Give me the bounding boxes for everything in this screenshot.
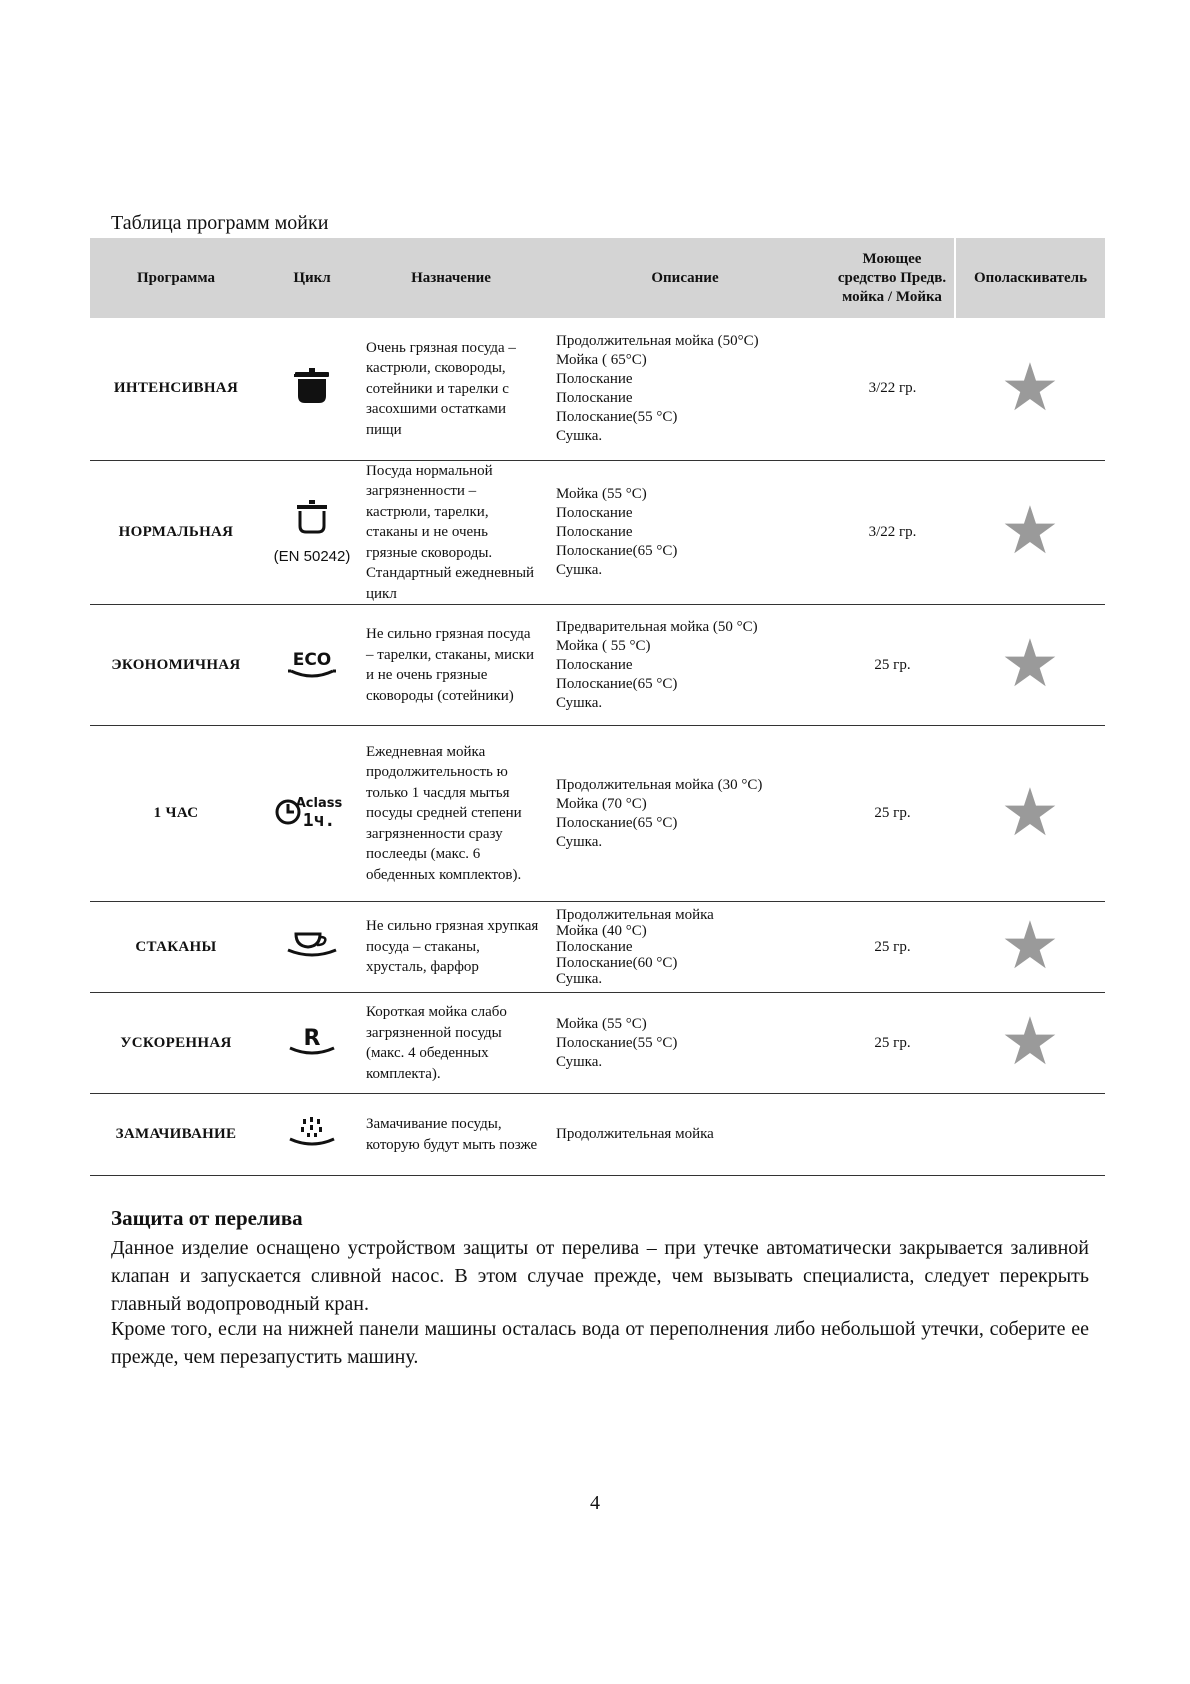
- desc-line: Мойка (70 °C): [556, 795, 647, 812]
- pot-filled-icon: [292, 366, 332, 411]
- page-number: 4: [590, 1492, 600, 1514]
- desc-line: Сушка.: [556, 1053, 603, 1070]
- detergent-amount: [830, 1094, 955, 1176]
- desc-line: Полоскание(55 °C): [556, 1034, 678, 1051]
- desc-line: Продолжительная мойка: [556, 1126, 714, 1142]
- program-name: УСКОРЕННАЯ: [90, 993, 262, 1094]
- program-name: ИНТЕНСИВНАЯ: [90, 318, 262, 460]
- desc-line: Полоскание(65 °C): [556, 675, 678, 692]
- detergent-amount: 25 гр.: [830, 605, 955, 726]
- desc-line: Мойка ( 65°C): [556, 351, 647, 368]
- desc-line: Полоскание(55 °C): [556, 408, 678, 425]
- desc-line: Полоскание: [556, 389, 633, 406]
- star-icon: ★: [1000, 910, 1060, 983]
- desc-line: Мойка ( 55 °C): [556, 637, 651, 654]
- desc-line: Мойка (55 °C): [556, 1015, 647, 1032]
- desc-line: Полоскание: [556, 504, 633, 521]
- program-purpose: Ежедневная мойка продолжительность ю только 1 часдля мытья посуды средней степени загрязненности сразу послееды (макс. 6 обеденных комплектов).: [362, 726, 540, 902]
- desc-line: Сушка.: [556, 694, 603, 711]
- program-name: ЭКОНОМИЧНАЯ: [90, 605, 262, 726]
- desc-line: Сушка.: [556, 971, 603, 987]
- program-name: ЗАМАЧИВАНИЕ: [90, 1094, 262, 1176]
- one-hour-label: 1ч.: [302, 810, 336, 831]
- desc-line: Полоскание: [556, 656, 633, 673]
- program-purpose: Замачивание посуды, которую будут мыть позже: [362, 1094, 540, 1176]
- star-icon: ★: [1000, 495, 1060, 569]
- desc-line: Полоскание(65 °C): [556, 542, 678, 559]
- table-row: [90, 318, 1105, 460]
- header-purpose: Назначение: [362, 238, 540, 318]
- desc-line: Продолжительная мойка (30 °C): [556, 776, 763, 793]
- detergent-amount: 3/22 гр.: [830, 460, 955, 605]
- desc-line: Сушка.: [556, 427, 603, 444]
- desc-line: Продолжительная мойка (50°C): [556, 332, 759, 349]
- detergent-amount: 25 гр.: [830, 993, 955, 1094]
- desc-line: Полоскание: [556, 939, 633, 955]
- rapid-letter: R: [303, 1025, 321, 1051]
- detergent-amount: 25 гр.: [830, 902, 955, 993]
- program-name: НОРМАЛЬНАЯ: [90, 460, 262, 605]
- aclass-label: Aclass: [295, 796, 343, 811]
- table-row: [90, 460, 1105, 605]
- table-row: [90, 993, 1105, 1094]
- rapid-r-icon: [287, 1024, 337, 1063]
- cycle-note: (EN 50242): [273, 548, 351, 566]
- rinse-aid-cell: [955, 1094, 1105, 1176]
- header-rinse-aid: Ополаскиватель: [955, 238, 1105, 318]
- table-header-row: [90, 238, 1105, 318]
- desc-line: Сушка.: [556, 833, 603, 850]
- desc-line: Полоскание(65 °C): [556, 814, 678, 831]
- desc-line: Сушка.: [556, 561, 603, 578]
- section-title: Защита от перелива: [111, 1206, 303, 1230]
- paragraph: Данное изделие оснащено устройством защиты от перелива – при утечке автоматически закрывается заливной клапан и запускается сливной насос. В этом случае прежде, чем вызывать специалиста, следует перекрыть главный водопроводный кран.: [111, 1237, 1089, 1315]
- program-purpose: Короткая мойка слабо загрязненной посуды (макс. 4 обеденных комплекта).: [362, 993, 540, 1094]
- program-purpose: Посуда нормальной загрязненности – кастрюли, тарелки, стаканы и не очень грязные сковороды. Стандартный ежедневный цикл: [362, 460, 540, 605]
- svg-text:ECO: ECO: [292, 649, 332, 670]
- program-name: СТАКАНЫ: [90, 902, 262, 993]
- program-table: [90, 238, 1105, 1176]
- desc-line: Предварительная мойка (50 °C): [556, 618, 758, 635]
- program-purpose: Не сильно грязная посуда – тарелки, стаканы, миски и не очень грязные сковороды (сотейники): [362, 605, 540, 726]
- paragraph: Кроме того, если на нижней панели машины осталась вода от переполнения либо небольшой утечки, соберите ее прежде, чем перезапустить машину.: [111, 1318, 1089, 1368]
- star-icon: ★: [1000, 351, 1060, 425]
- table-row: [90, 1094, 1105, 1176]
- star-icon: ★: [1000, 1006, 1060, 1079]
- eco-icon: [287, 645, 337, 686]
- table-row: [90, 605, 1105, 726]
- desc-line: Полоскание: [556, 523, 633, 540]
- aclass-1h-icon: [275, 790, 349, 837]
- header-description: Описание: [540, 238, 830, 318]
- cup-icon: [286, 930, 338, 965]
- program-purpose: Не сильно грязная хрупкая посуда – стаканы, хрусталь, фарфор: [362, 902, 540, 993]
- table-row: [90, 726, 1105, 902]
- pot-outline-icon: [295, 499, 329, 540]
- program-name: 1 ЧАС: [90, 726, 262, 902]
- star-icon: ★: [1000, 776, 1060, 850]
- desc-line: Мойка (40 °C): [556, 923, 647, 939]
- program-purpose: Очень грязная посуда – кастрюли, сковороды, сотейники и тарелки с засохшими остатками пищи: [362, 318, 540, 460]
- soak-icon: [287, 1115, 337, 1154]
- detergent-amount: 25 гр.: [830, 726, 955, 902]
- desc-line: Полоскание: [556, 370, 633, 387]
- table-caption: Таблица программ мойки: [111, 212, 329, 234]
- desc-line: Мойка (55 °C): [556, 485, 647, 502]
- desc-line: Продолжительная мойка: [556, 907, 714, 923]
- header-cycle: Цикл: [262, 238, 362, 318]
- star-icon: ★: [1000, 628, 1060, 701]
- header-detergent: Моющее средство Предв. мойка / Мойка: [830, 238, 955, 318]
- desc-line: Полоскание(60 °C): [556, 955, 678, 971]
- table-row: [90, 902, 1105, 993]
- header-program: Программа: [90, 238, 262, 318]
- detergent-amount: 3/22 гр.: [830, 318, 955, 460]
